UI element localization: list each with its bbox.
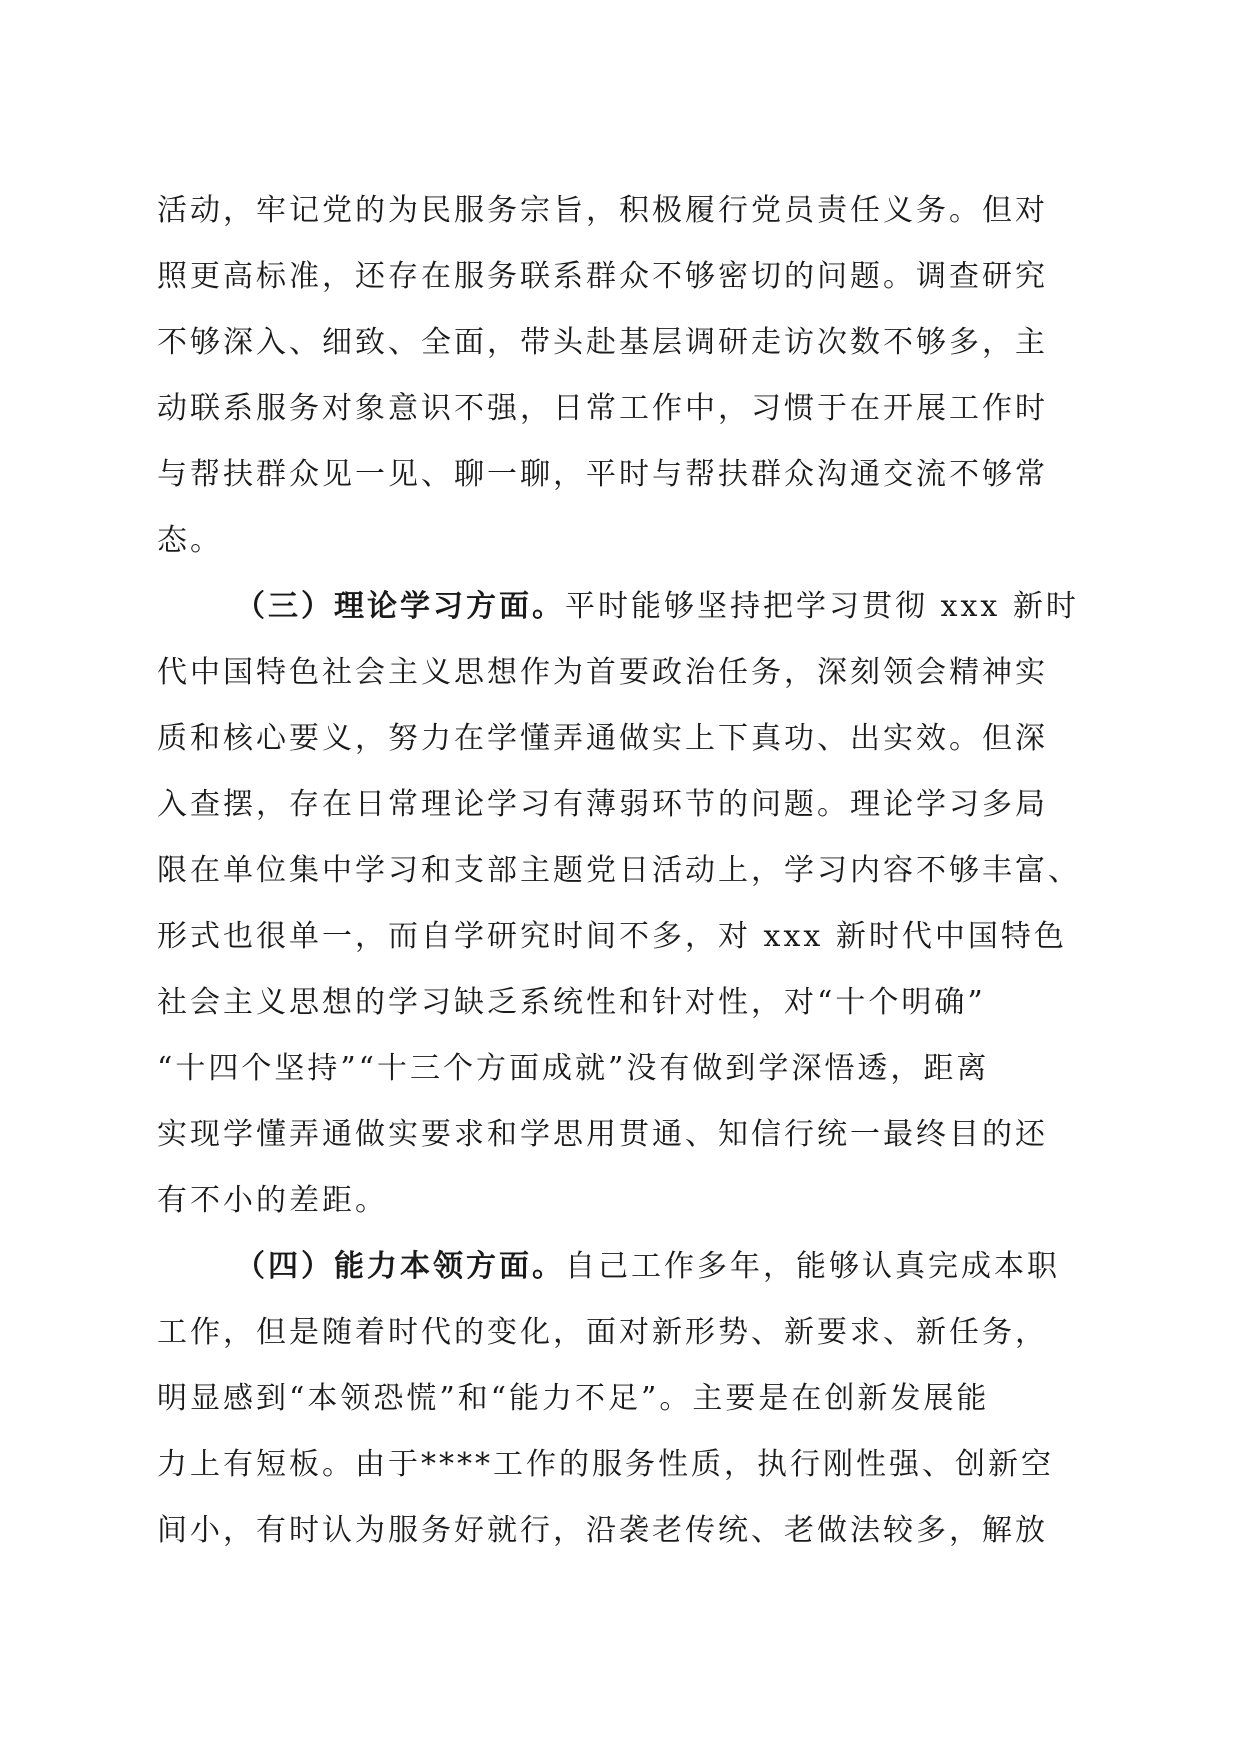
paragraph-line: 照更高标准，还存在服务联系群众不够密切的问题。调查研究 (157, 259, 1048, 294)
section-first-line (157, 574, 1097, 640)
paragraph-line: 明显感到“本领恐慌”和“能力不足”。主要是在创新发展能 (157, 1381, 990, 1416)
paragraph-line: 力上有短板。由于****工作的服务性质，执行刚性强、创新空 (157, 1447, 1054, 1482)
section-first-line (157, 1234, 1097, 1300)
section-heading-theory: （三）理论学习方面。 (235, 589, 565, 624)
paragraph-line: 限在单位集中学习和支部主题党日活动上，学习内容不够丰富、 (157, 853, 1081, 888)
paragraph-line: 动联系服务对象意识不强，日常工作中，习惯于在开展工作时 (157, 391, 1048, 426)
paragraph-line: 与帮扶群众见一见、聊一聊，平时与帮扶群众沟通交流不够常 (157, 457, 1048, 492)
paragraph-line: 质和核心要义，努力在学懂弄通做实上下真功、出实效。但深 (157, 721, 1048, 756)
paragraph-line: 态。 (157, 523, 223, 558)
paragraph-line: 社会主义思想的学习缺乏系统性和针对性，对“十个明确” (157, 985, 986, 1020)
paragraph-line: 入查摆，存在日常理论学习有薄弱环节的问题。理论学习多局 (157, 787, 1048, 822)
paragraph-line: 不够深入、细致、全面，带头赴基层调研走访次数不够多，主 (157, 325, 1048, 360)
paragraph-line: 代中国特色社会主义思想作为首要政治任务，深刻领会精神实 (157, 655, 1048, 690)
paragraph-line: 有不小的差距。 (157, 1183, 388, 1218)
paragraph-line: 形式也很单一，而自学研究时间不多，对 xxx 新时代中国特色 (157, 919, 1067, 954)
paragraph-line: 间小，有时认为服务好就行，沿袭老传统、老做法较多，解放 (157, 1513, 1048, 1548)
paragraph-line: 活动，牢记党的为民服务宗旨，积极履行党员责任义务。但对 (157, 193, 1048, 228)
paragraph-line: 工作，但是随着时代的变化，面对新形势、新要求、新任务， (157, 1315, 1048, 1350)
paragraph-line: 实现学懂弄通做实要求和学思用贯通、知信行统一最终目的还 (157, 1117, 1048, 1152)
section-first-line-text: 自己工作多年，能够认真完成本职 (565, 1249, 1060, 1284)
section-first-line-text: 平时能够坚持把学习贯彻 xxx 新时 (565, 589, 1079, 624)
paragraph-line: “十四个坚持”“十三个方面成就”没有做到学深悟透，距离 (157, 1051, 990, 1086)
body-text (157, 178, 1097, 1564)
section-heading-ability: （四）能力本领方面。 (235, 1249, 565, 1284)
